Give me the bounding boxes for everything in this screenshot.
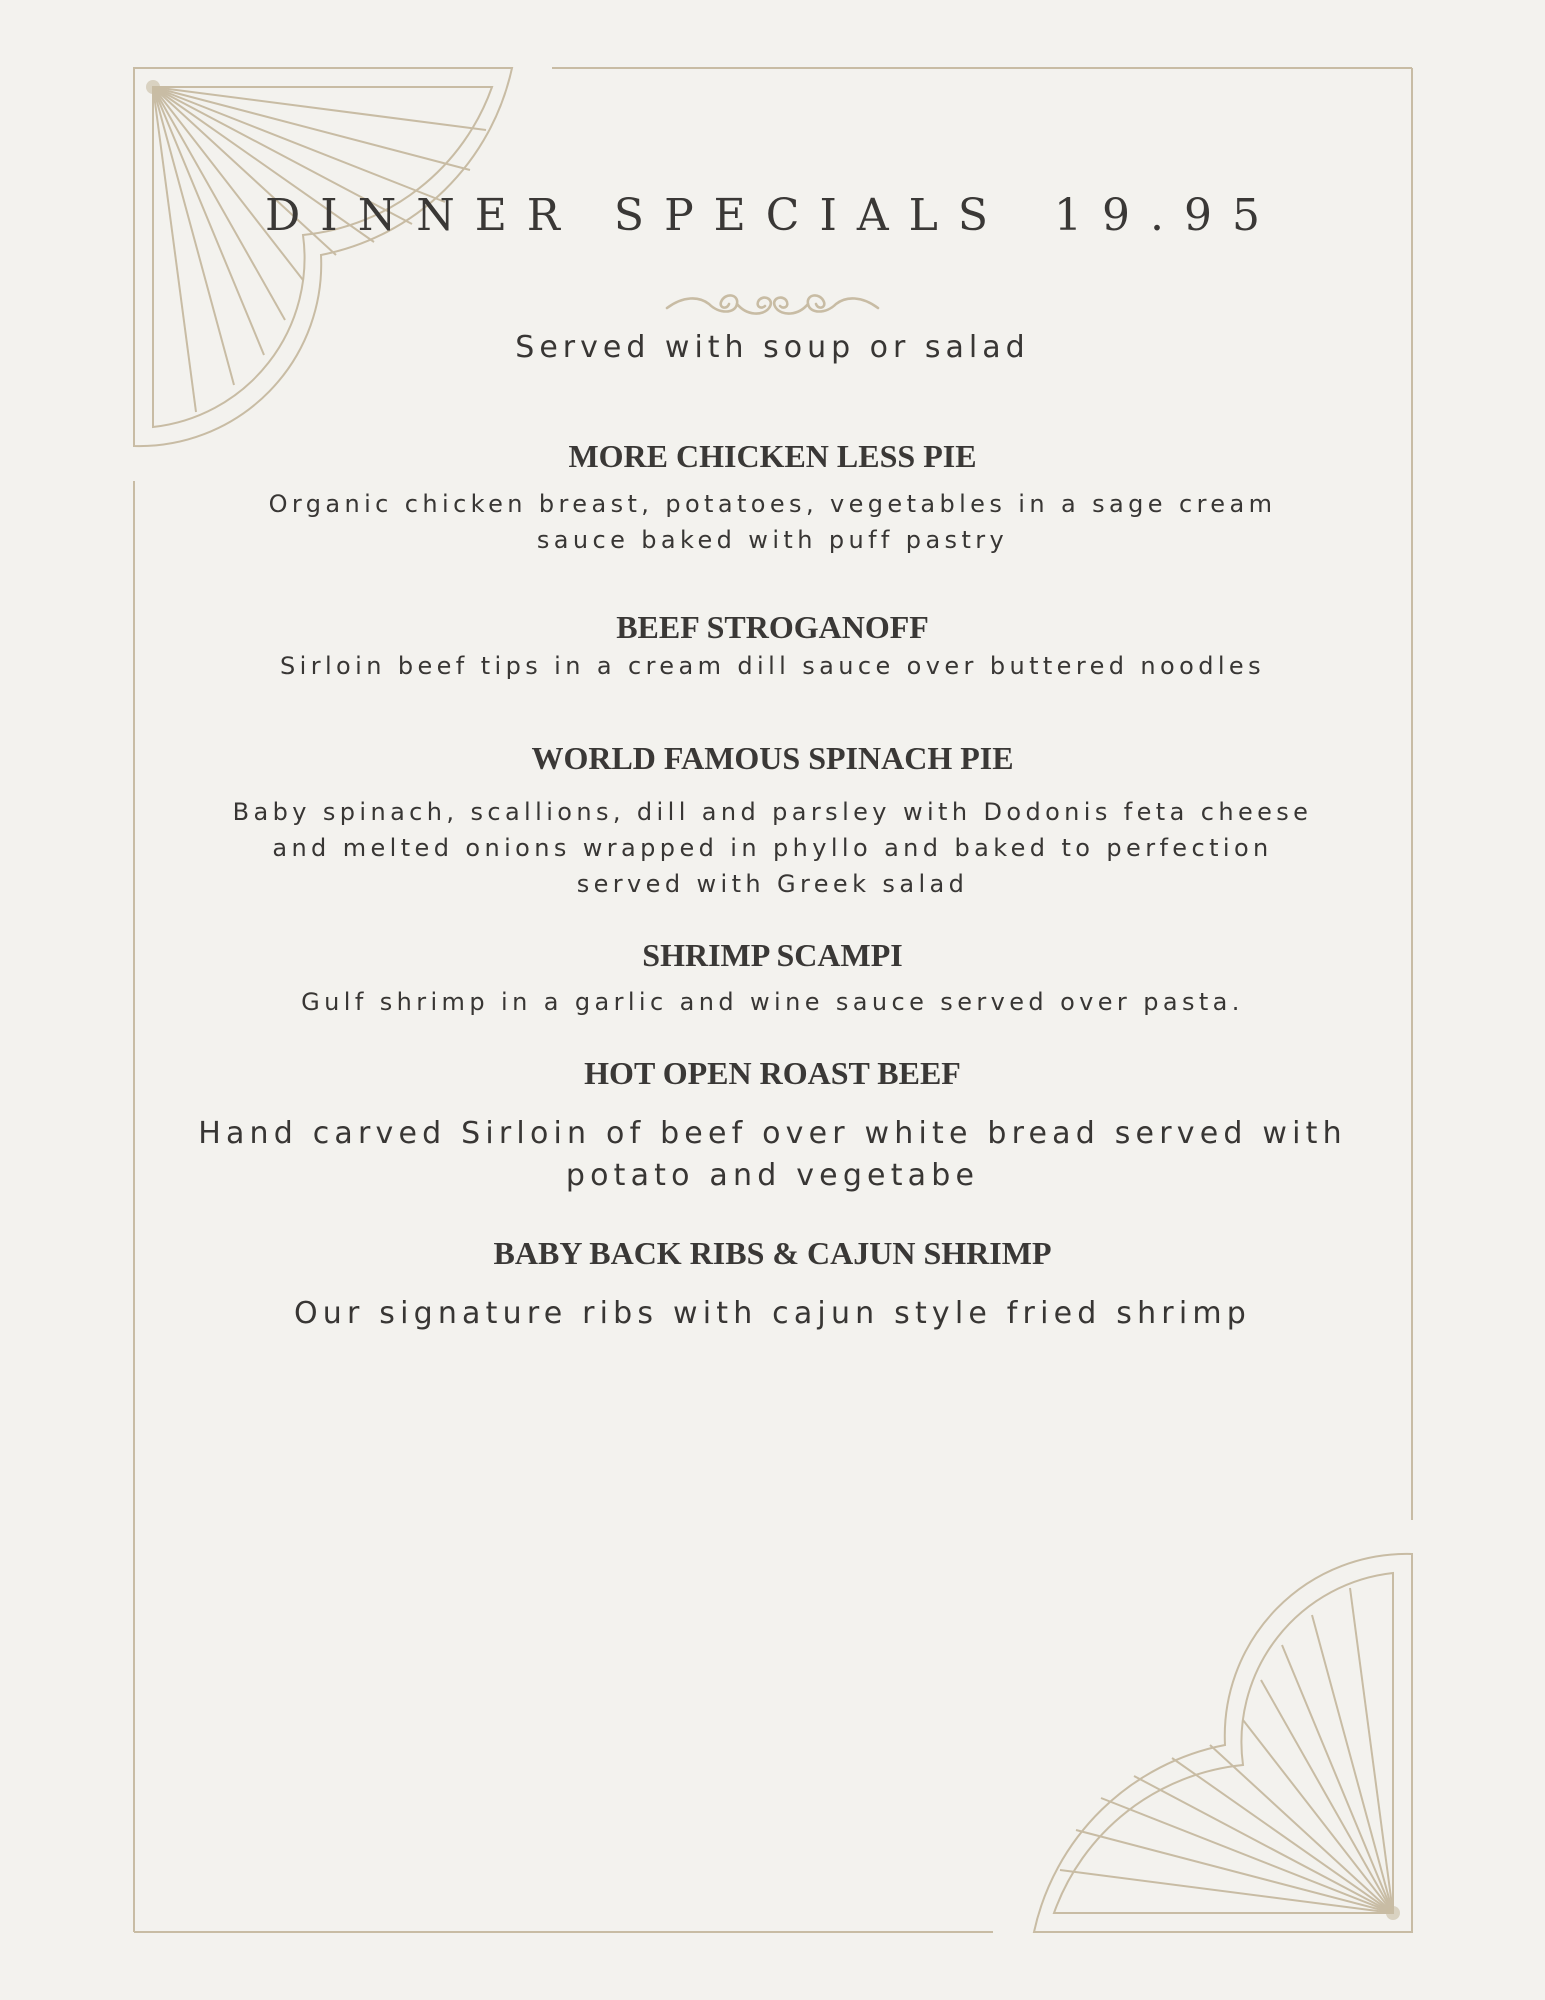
- dish-name: MORE CHICKEN LESS PIE: [568, 438, 977, 474]
- dish-description-line: Hand carved Sirloin of beef over white bread served with: [198, 1116, 1347, 1151]
- scroll-flourish-ornament: [665, 286, 880, 330]
- dish-description-line: Our signature ribs with cajun style fried shrimp: [293, 1296, 1252, 1331]
- fan-corner-ornament-bottom-right: [1034, 1554, 1412, 1932]
- dish-description: [150, 1113, 1395, 1197]
- dish-description: [150, 794, 1395, 902]
- dish-description-line: and melted onions wrapped in phyllo and baked to perfection: [272, 834, 1273, 862]
- dish-description-line: Sirloin beef tips in a cream dill sauce over buttered noodles: [280, 652, 1265, 680]
- dish-name: SHRIMP SCAMPI: [642, 937, 903, 973]
- dish-description-line: served with Greek salad: [576, 870, 969, 898]
- dish-name: WORLD FAMOUS SPINACH PIE: [531, 740, 1014, 776]
- menu-price: 19.95: [1053, 190, 1280, 241]
- dish-description: [150, 648, 1395, 684]
- dish-description: [150, 486, 1395, 558]
- menu-title-text: DINNER SPECIALS: [265, 190, 1008, 241]
- dish-description: [150, 984, 1395, 1020]
- dish-description-line: Organic chicken breast, potatoes, vegetables in a sage cream: [268, 490, 1277, 518]
- dish-description-line: Baby spinach, scallions, dill and parsley with Dodonis feta cheese: [232, 798, 1313, 826]
- dish-name: HOT OPEN ROAST BEEF: [584, 1055, 961, 1091]
- dish-name: BEEF STROGANOFF: [616, 609, 929, 645]
- menu-title: [0, 190, 1545, 241]
- dish-description-line: sauce baked with puff pastry: [536, 526, 1009, 554]
- menu-subtitle: Served with soup or salad: [515, 330, 1030, 365]
- dish-name: BABY BACK RIBS & CAJUN SHRIMP: [493, 1235, 1052, 1271]
- dish-description-line: potato and vegetabe: [565, 1158, 980, 1193]
- fan-corner-ornament-top-left: [134, 68, 512, 446]
- dish-description-line: Gulf shrimp in a garlic and wine sauce served over pasta.: [301, 988, 1244, 1016]
- dish-description: [150, 1293, 1395, 1335]
